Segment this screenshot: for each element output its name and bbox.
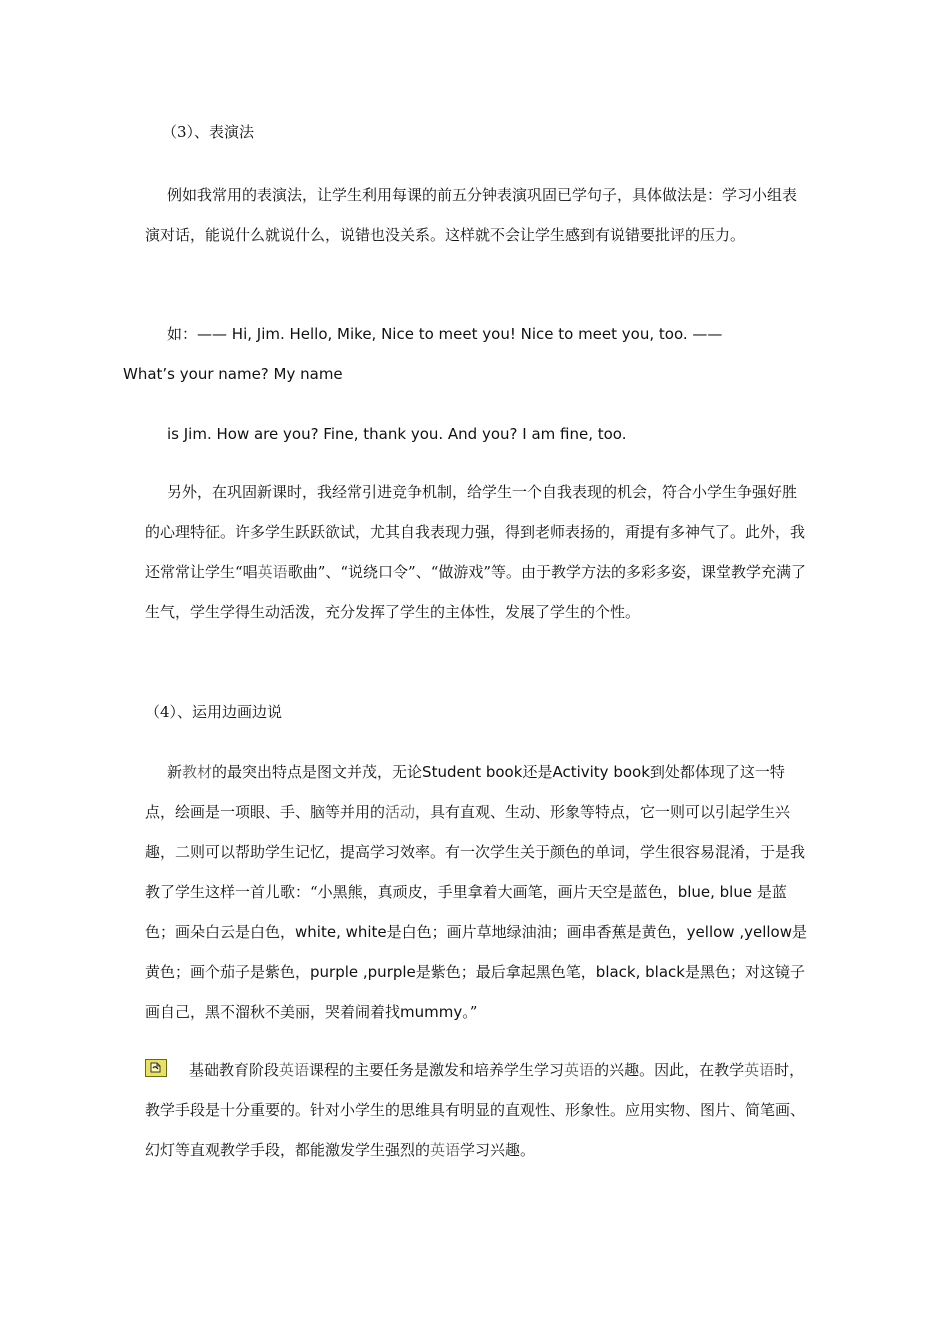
section-heading-4: （4）、运用边画边说 (145, 703, 283, 721)
example-prefix: 如： (167, 325, 198, 343)
para2-text-b: 歌曲”、“说绕口令”、“做游戏”等。由于教学方法的多彩多姿，课堂教学充满了生气，学生学得生动活泼，充分发挥了学生的主体性，发展了学生的个性。 (145, 563, 807, 621)
english-term: mummy (400, 1003, 463, 1021)
para4-text: 课程的主要任务是激发和培养学生学习 (309, 1061, 565, 1079)
paragraph-draw-and-speak (145, 752, 807, 1032)
link-english[interactable]: 英语 (564, 1061, 595, 1079)
para3-text: 。” (462, 1003, 478, 1021)
para4-text: 学习兴趣。 (460, 1141, 536, 1159)
para4-text: 的兴趣。因此，在教学 (594, 1061, 745, 1079)
english-term: blue, blue (677, 883, 753, 901)
english-term: Activity book (552, 763, 650, 781)
para3-text: 还是 (522, 763, 553, 781)
paragraph-competition (145, 472, 807, 632)
link-english[interactable]: 英语 (744, 1061, 775, 1079)
english-term: white, white (295, 923, 387, 941)
para3-text: 是紫色；最后拿起黑色笔， (415, 963, 596, 981)
para3-text: 的最突出特点是图文并茂，无论 (212, 763, 423, 781)
paragraph-performance-method: 例如我常用的表演法，让学生利用每课的前五分钟表演巩固已学句子，具体做法是：学习小组表演对话，能说什么就说什么，说错也没关系。这样就不会让学生感到有说错要批评的压力。 (145, 186, 798, 244)
english-term: Student book (422, 763, 523, 781)
dialogue-line-3: is Jim. How are you? Fine, thank you. And you? I am fine, too. (167, 425, 627, 443)
para3-text: 是黄色；画个茄子是紫色， (145, 923, 807, 981)
link-english[interactable]: 英语 (257, 563, 288, 581)
english-term: black, black (595, 963, 685, 981)
dialogue-line-2: What’s your name? My name (123, 365, 343, 383)
english-term: purple ,purple (310, 963, 416, 981)
dialogue-example (123, 314, 807, 394)
link-english[interactable]: 英语 (430, 1141, 461, 1159)
para3-text: ，具有直观、生动、形象等特点，它一则可以引起学生兴趣，二则可以帮助学生记忆，提高学习效率。有一次学生关于颜色的单词，学生很容易混淆，于是我教了学生这样一首儿歌：“小黑熊，真顽皮，手里拿着大画笔，画片天空是蓝色， (145, 803, 806, 901)
dialogue-line-3-block (167, 414, 829, 454)
para3-text: 到处都体现了这一特点，绘画是一项眼、手、脑等并用的 (145, 763, 785, 821)
link-activity[interactable]: 活动 (385, 803, 416, 821)
para3-text: 是黑色；对这镜子画自己，黑不溜秋不美丽，哭着闹着找 (145, 963, 805, 1021)
para3-text: 是白色；画片草地绿油油；画串香蕉是黄色， (386, 923, 687, 941)
sticky-note-icon[interactable] (145, 1059, 167, 1077)
link-textbook[interactable]: 教材 (182, 763, 213, 781)
link-english[interactable]: 英语 (279, 1061, 310, 1079)
para2-text-a: 另外，在巩固新课时，我经常引进竞争机制，给学生一个自我表现的机会，符合小学生争强好胜的心理特征。许多学生跃跃欲试，尤其自我表现力强，得到老师表扬的，甭提有多神气了。此外，我还常常让学生“唱 (145, 483, 806, 581)
para4-text: 基础教育阶段 (189, 1061, 280, 1079)
dialogue-line-1: —— Hi, Jim. Hello, Mike, Nice to meet you! Nice to meet you, too. —— (197, 325, 723, 343)
english-term: yellow ,yellow (686, 923, 792, 941)
paragraph-teaching-means (145, 1050, 807, 1170)
para3-text: 新 (167, 763, 183, 781)
para4-text: 时，教学手段是十分重要的。针对小学生的思维具有明显的直观性、形象性。应用实物、图片、简笔画、幻灯等直观教学手段，都能激发学生强烈的 (145, 1061, 806, 1159)
para3-text: 是蓝色；画朵白云是白色， (145, 883, 787, 941)
section-heading-3: （3）、表演法 (162, 123, 255, 141)
